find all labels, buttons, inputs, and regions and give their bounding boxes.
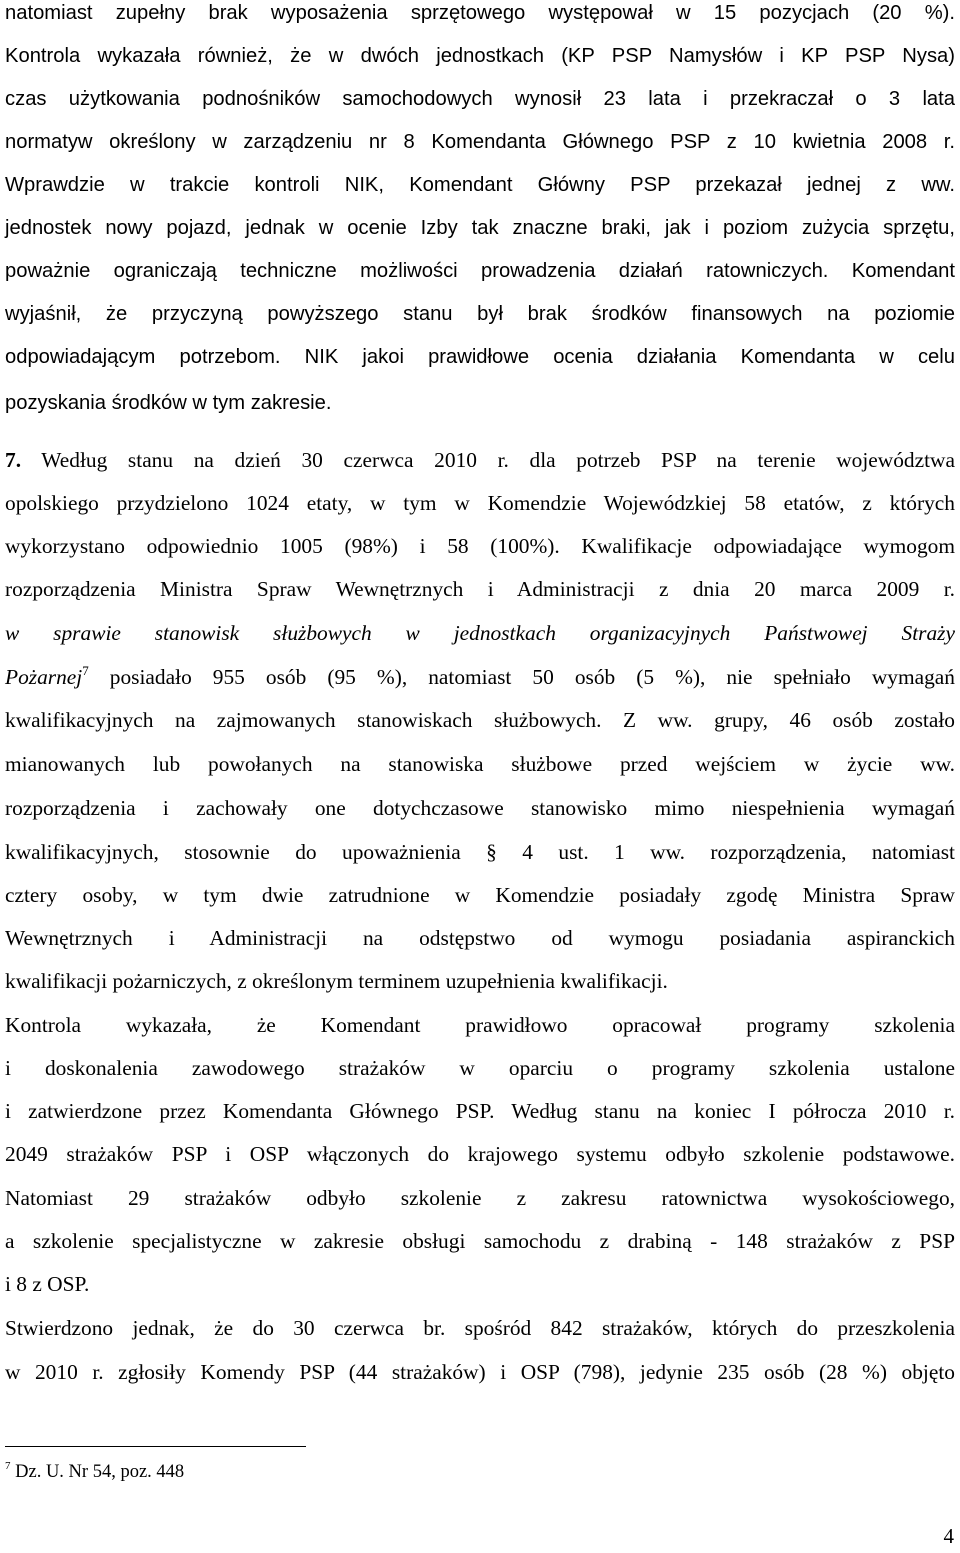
section-7-first-line [5,447,955,473]
text-line: poważnie ograniczają techniczne możliwości prowadzenia działań ratowniczych. Komendant [5,260,955,282]
text-line: Wewnętrznych i Administracji na odstępstwo od wymogu posiadania aspiranckich [5,926,955,950]
text-line: opolskiego przydzielono 1024 etaty, w tym w Komendzie Wojewódzkiej 58 etatów, z których [5,491,955,515]
text-line: i 8 z OSP. [5,1272,90,1296]
text-line: kwalifikacji pożarniczych, z określonym terminem uzupełnienia kwalifikacji. [5,969,668,993]
footnote-text: Dz. U. Nr 54, poz. 448 [10,1462,185,1482]
footnote-number: 7 [5,1460,11,1472]
text-line: pozyskania środków w tym zakresie. [5,392,332,414]
footnote-separator [5,1446,306,1447]
text-line: jednostek nowy pojazd, jednak w ocenie Izby tak znaczne braki, jak i poziom zużycia sprzętu, [5,217,955,239]
footnote-reference[interactable]: 7 [82,663,89,678]
text-line: i zatwierdzone przez Komendanta Głównego PSP. Według stanu na koniec I półrocza 2010 r. [5,1099,955,1123]
text-line: Według stanu na dzień 30 czerwca 2010 r. dla potrzeb PSP na terenie województwa [41,448,955,472]
text-line: kwalifikacyjnych, stosownie do upoważnienia § 4 ust. 1 ww. rozporządzenia, natomiast [5,840,955,864]
text-line: w 2010 r. zgłosiły Komendy PSP (44 strażaków) i OSP (798), jedynie 235 osób (28 %) objęto [5,1360,955,1384]
text-line: odpowiadającym potrzebom. NIK jakoi prawidłowe ocenia działania Komendanta w celu [5,346,955,368]
text-line: Kontrola wykazała, że Komendant prawidłowo opracował programy szkolenia [5,1013,955,1037]
section-number: 7. [5,448,22,472]
text-line: rozporządzenia i zachowały one dotychczasowe stanowisko mimo niespełnienia wymagań [5,796,955,820]
footnote [5,1462,184,1483]
text-line: Stwierdzono jednak, że do 30 czerwca br. spośród 842 strażaków, których do przeszkolenia [5,1316,955,1340]
text-line: natomiast zupełny brak wyposażenia sprzętowego występował w 15 pozycjach (20 %). [5,2,955,24]
text-line: wykorzystano odpowiednio 1005 (98%) i 58 (100%). Kwalifikacje odpowiadające wymogom [5,534,955,558]
page-number: 4 [943,1524,954,1548]
text-line: rozporządzenia Ministra Spraw Wewnętrznych i Administracji z dnia 20 marca 2009 r. [5,577,955,601]
text-line: Kontrola wykazała również, że w dwóch jednostkach (KP PSP Namysłów i KP PSP Nysa) [5,45,955,67]
regulation-title-line: w sprawie stanowisk służbowych w jednostkach organizacyjnych Państwowej Straży [5,621,955,645]
text-line: normatyw określony w zarządzeniu nr 8 Komendanta Głównego PSP z 10 kwietnia 2008 r. [5,131,955,153]
text-line: a szkolenie specjalistyczne w zakresie obsługi samochodu z drabiną - 148 strażaków z PSP [5,1229,955,1253]
text-line: Natomiast 29 strażaków odbyło szkolenie z zakresu ratownictwa wysokościowego, [5,1186,955,1210]
text-line: kwalifikacyjnych na zajmowanych stanowiskach służbowych. Z ww. grupy, 46 osób zostało [5,708,955,732]
text-line: posiadało 955 osób (95 %), natomiast 50 osób (5 %), nie spełniało wymagań [88,665,955,689]
regulation-title-end-line [5,664,955,690]
text-line: Wprawdzie w trakcie kontroli NIK, Komendant Główny PSP przekazał jednej z ww. [5,174,955,196]
text-line: wyjaśnił, że przyczyną powyższego stanu był brak środków finansowych na poziomie [5,303,955,325]
text-line: cztery osoby, w tym dwie zatrudnione w Komendzie posiadały zgodę Ministra Spraw [5,883,955,907]
regulation-title-end: Pożarnej [5,665,83,689]
text-line: i doskonalenia zawodowego strażaków w oparciu o programy szkolenia ustalone [5,1056,955,1080]
text-line: czas użytkowania podnośników samochodowych wynosił 23 lata i przekraczał o 3 lata [5,88,955,110]
text-line: mianowanych lub powołanych na stanowiska służbowe przed wejściem w życie ww. [5,752,955,776]
text-line: 2049 strażaków PSP i OSP włączonych do krajowego systemu odbyło szkolenie podstawowe. [5,1142,955,1166]
